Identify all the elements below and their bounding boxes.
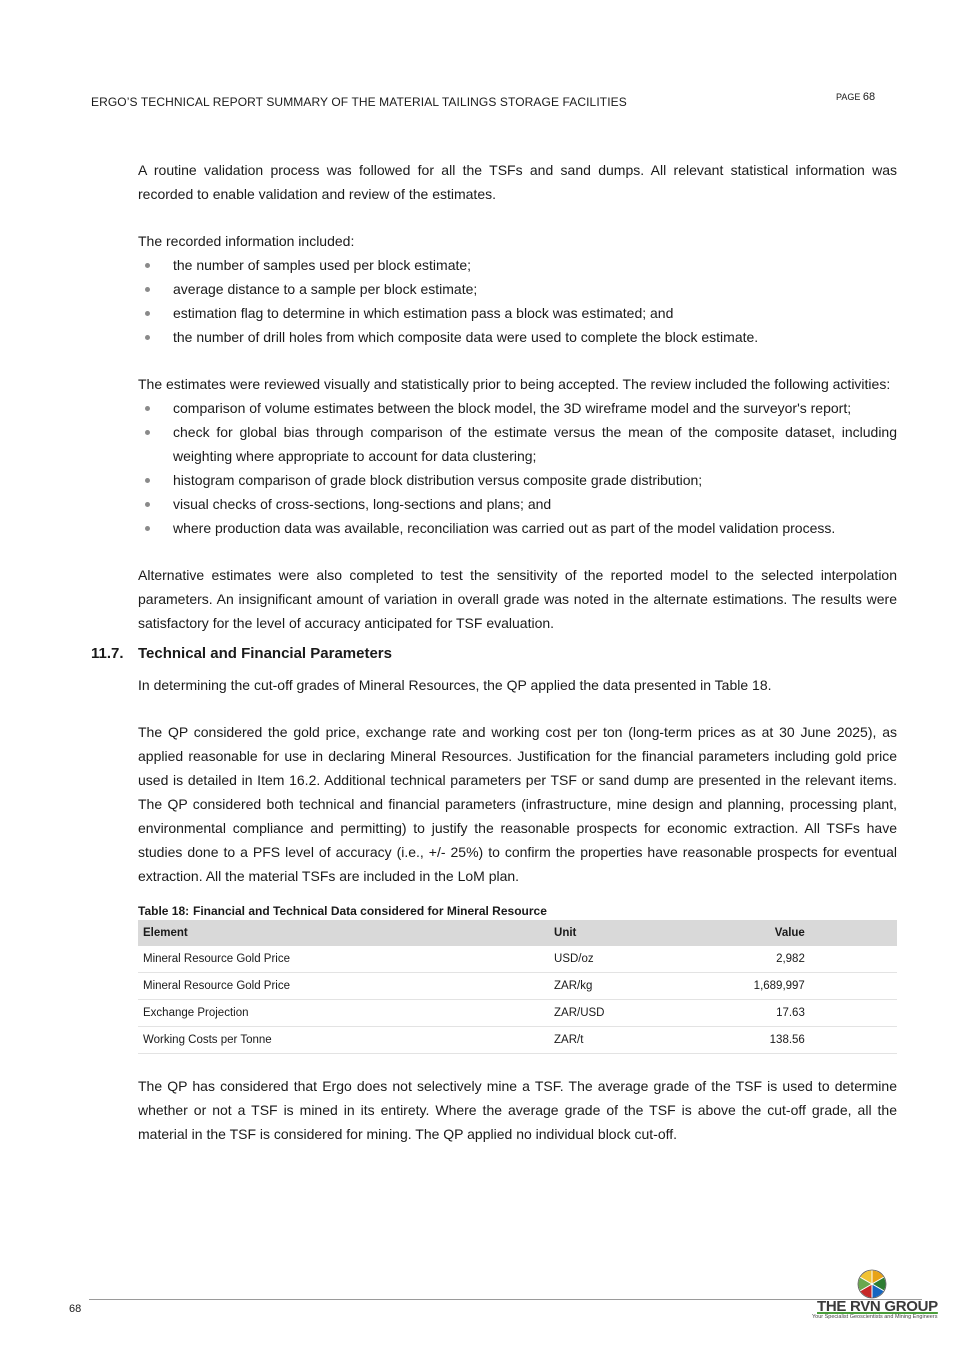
section-number: 11.7. [91,645,124,662]
list-item: where production data was available, reconciliation was carried out as part of the model validation process. [138,516,897,540]
cell-unit: ZAR/kg [549,973,705,1000]
cell-element: Exchange Projection [138,1000,549,1027]
list-item: comparison of volume estimates between the block model, the 3D wireframe model and the surveyor's report; [138,396,897,420]
footer-page-number: 68 [69,1303,82,1315]
list-item: the number of drill holes from which composite data were used to complete the block estimate. [138,325,897,349]
table-row [138,973,897,1000]
cell-unit: USD/oz [549,946,705,973]
table-row [138,1000,897,1027]
cell-unit: ZAR/USD [549,1000,705,1027]
paragraph-validation: A routine validation process was followed for all the TSFs and sand dumps. All relevant statistical information was recorded to enable validation and review of the estimates. [138,162,897,202]
recorded-info-list [138,253,897,349]
section-title: Technical and Financial Parameters [138,645,392,662]
page-number: 68 [862,91,876,103]
list-item: the number of samples used per block estimate; [138,253,897,277]
logo-wheel-icon [857,1269,887,1299]
list-item: histogram comparison of grade block distribution versus composite grade distribution; [138,468,897,492]
paragraph-review: The estimates were reviewed visually and statistically prior to being accepted. The review included the following activities: [138,376,891,392]
table-row [138,946,897,973]
table-row [138,1027,897,1054]
paragraph-recorded-info: The recorded information included: [138,233,355,249]
footer-divider [89,1299,922,1300]
column-header-spacer [810,920,897,946]
page-prefix: PAGE [836,92,861,102]
page-body [91,158,897,1146]
cell-unit: ZAR/t [549,1027,705,1054]
cell-value: 17.63 [705,1000,809,1027]
list-item: estimation flag to determine in which estimation pass a block was estimated; and [138,301,897,325]
list-item: check for global bias through comparison of the estimate versus the mean of the composite dataset, including weighting where appropriate to account for data clustering; [138,420,897,468]
paragraph-parameters: The QP considered the gold price, exchange rate and working cost per ton (long-term prices as at 30 June 2025), as applied reasonable for use in declaring Mineral Resources. Justification for the financial parameters including gold price used is detailed in Item 16.2. Additional technical parameters per TSF or sand dump are presented in the relevant items. The QP considered both technical and financial parameters (infrastructure, mine design and planning, processing plant, environmental compliance and permitting) to justify the reasonable prospects for economic extraction. All TSFs have studies done to a PFS level of accuracy (i.e., +/- 25%) to confirm the properties have reasonable prospects for eventual extraction. All the material TSFs are included in the LoM plan. [138,724,897,884]
table-title: Financial and Technical Data considered for Mineral Resource [193,904,547,918]
cell-value: 138.56 [705,1027,809,1054]
list-item: visual checks of cross-sections, long-sections and plans; and [138,492,897,516]
cell-element: Mineral Resource Gold Price [138,973,549,1000]
column-header-element: Element [138,920,549,946]
running-header: ERGO’S TECHNICAL REPORT SUMMARY OF THE MATERIAL TAILINGS STORAGE FACILITIES [91,95,627,109]
financial-data-table [138,920,897,1054]
header-page-number [836,91,875,103]
section-heading [91,641,897,667]
cell-value: 2,982 [705,946,809,973]
table-header-row [138,920,897,946]
column-header-value: Value [705,920,809,946]
review-activities-list [138,396,897,540]
logo-name: THE RVN GROUP [817,1298,938,1315]
column-header-unit: Unit [549,920,705,946]
paragraph-cutoff: In determining the cut-off grades of Mineral Resources, the QP applied the data presented in Table 18. [138,677,772,693]
company-logo [812,1269,938,1323]
paragraph-alternative-estimates: Alternative estimates were also completed to test the sensitivity of the reported model to the selected interpolation parameters. An insignificant amount of variation in overall grade was noted in the alternate estimations. The results were satisfactory for the level of accuracy anticipated for TSF evaluation. [138,567,897,631]
table-caption [138,904,897,918]
cell-element: Working Costs per Tonne [138,1027,549,1054]
paragraph-selective-mining: The QP has considered that Ergo does not selectively mine a TSF. The average grade of the TSF is used to determine whether or not a TSF is mined in its entirety. Where the average grade of the TSF is above the cut-off grade, all the material in the TSF is considered for mining. The QP applied no individual block cut-off. [138,1078,897,1142]
cell-element: Mineral Resource Gold Price [138,946,549,973]
logo-tagline: Your Specialist Geoscientists and Mining Engineers [812,1314,938,1320]
cell-value: 1,689,997 [705,973,809,1000]
table-label: Table 18: [138,904,190,918]
list-item: average distance to a sample per block estimate; [138,277,897,301]
